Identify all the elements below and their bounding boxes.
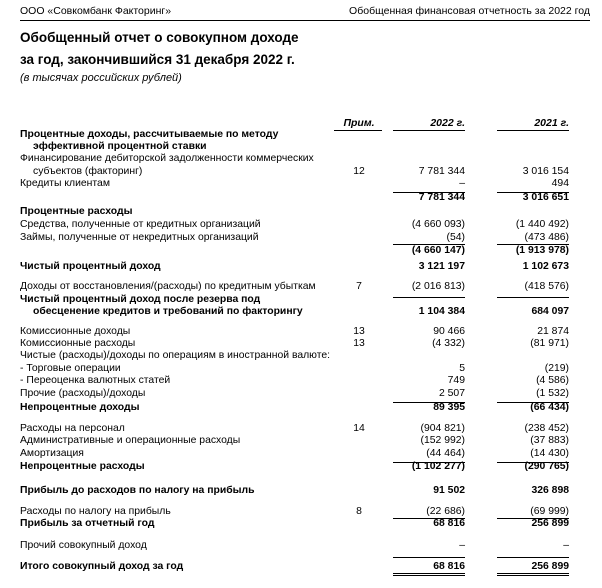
row-label: Процентные доходы, рассчитываемые по методу xyxy=(20,129,279,140)
row-value-2021: 3 016 651 xyxy=(522,192,569,203)
total-rule xyxy=(393,557,465,558)
row-value-2022: (44 464) xyxy=(426,448,465,459)
subtotal-rule xyxy=(497,462,569,463)
row-label: Процентные расходы xyxy=(20,206,133,217)
row-value-2021: – xyxy=(563,540,569,551)
subtotal-rule xyxy=(497,297,569,298)
row-value-2022: 3 121 197 xyxy=(418,261,465,272)
grand-total-double-rule xyxy=(393,573,465,576)
column-header-rule-note xyxy=(334,130,382,131)
column-header-2022: 2022 г. xyxy=(430,117,465,129)
row-label: Расходы на персонал xyxy=(20,423,125,434)
row-value-2022: 68 816 xyxy=(433,518,465,529)
row-value-2021: (37 883) xyxy=(530,435,569,446)
row-label: Расходы по налогу на прибыль xyxy=(20,506,171,517)
statement-title-line2: за год, закончившийся 31 декабря 2022 г. xyxy=(20,52,295,67)
row-label: Чистый процентный доход xyxy=(20,261,161,272)
row-value-2021: 3 016 154 xyxy=(522,166,569,177)
row-value-2021: (418 576) xyxy=(524,281,569,292)
row-label: субъектов (факторинг) xyxy=(33,166,143,177)
row-value-2022: (2 016 813) xyxy=(411,281,465,292)
subtotal-rule xyxy=(497,518,569,519)
row-value-2021: (238 452) xyxy=(524,423,569,434)
row-label: Непроцентные доходы xyxy=(20,402,140,413)
row-value-2021: 326 898 xyxy=(531,485,569,496)
row-label: Чистые (расходы)/доходы по операциям в иностранной валюте: xyxy=(20,350,331,361)
row-value-2022: (22 686) xyxy=(426,506,465,517)
column-header-2021: 2021 г. xyxy=(534,117,569,129)
row-value-2021: (81 971) xyxy=(530,338,569,349)
total-rule xyxy=(497,557,569,558)
row-value-2021: (1 440 492) xyxy=(515,219,569,230)
row-note: 12 xyxy=(353,166,365,177)
row-value-2021: (66 434) xyxy=(530,402,569,413)
row-value-2022: – xyxy=(459,540,465,551)
row-note: 7 xyxy=(356,281,362,292)
statement-title-line1: Обобщенный отчет о совокупном доходе xyxy=(20,30,299,45)
grand-total-double-rule xyxy=(497,573,569,576)
row-value-2022: 68 816 xyxy=(433,561,465,572)
row-label: Административные и операционные расходы xyxy=(20,435,241,446)
row-note: 13 xyxy=(353,326,365,337)
row-value-2022: 2 507 xyxy=(438,388,465,399)
row-value-2021: 256 899 xyxy=(531,561,569,572)
row-note: 13 xyxy=(353,338,365,349)
subtotal-rule xyxy=(393,402,465,403)
subtotal-rule xyxy=(393,518,465,519)
row-label: Прочий совокупный доход xyxy=(20,540,147,551)
row-value-2022: – xyxy=(459,178,465,189)
subtotal-rule xyxy=(393,192,465,193)
row-label: эффективной процентной ставки xyxy=(33,141,207,152)
column-header-rule-2022 xyxy=(393,130,465,131)
row-value-2021: 21 874 xyxy=(537,326,569,337)
column-header-rule-2021 xyxy=(497,130,569,131)
subtotal-rule xyxy=(497,192,569,193)
row-value-2022: 1 104 384 xyxy=(418,306,465,317)
company-name: ООО «Совкомбанк Факторинг» xyxy=(20,5,172,17)
row-label: Итого совокупный доход за год xyxy=(20,561,184,572)
row-value-2021: (219) xyxy=(544,363,569,374)
row-value-2022: (54) xyxy=(446,232,465,243)
header-divider xyxy=(20,20,590,21)
row-label: - Торговые операции xyxy=(20,363,121,374)
row-value-2022: (904 821) xyxy=(420,423,465,434)
row-label: обесценение кредитов и требований по факторингу xyxy=(33,306,303,317)
row-value-2021: 684 097 xyxy=(531,306,569,317)
row-value-2021: (1 532) xyxy=(536,388,569,399)
row-value-2022: 89 395 xyxy=(433,402,465,413)
row-value-2021: 256 899 xyxy=(531,518,569,529)
subtotal-rule xyxy=(393,297,465,298)
row-label: Комиссионные доходы xyxy=(20,326,131,337)
subtotal-rule xyxy=(393,244,465,245)
row-value-2021: (473 486) xyxy=(524,232,569,243)
row-value-2022: (4 332) xyxy=(432,338,465,349)
row-note: 14 xyxy=(353,423,365,434)
row-value-2021: (69 999) xyxy=(530,506,569,517)
row-label: Займы, полученные от некредитных организаций xyxy=(20,232,259,243)
row-value-2022: 5 xyxy=(459,363,465,374)
row-label: Прибыль до расходов по налогу на прибыль xyxy=(20,485,255,496)
row-value-2022: (4 660 093) xyxy=(411,219,465,230)
row-label: Доходы от восстановления/(расходы) по кредитным убыткам xyxy=(20,281,316,292)
row-value-2021: (1 913 978) xyxy=(515,245,569,256)
row-label: - Переоценка валютных статей xyxy=(20,375,171,386)
row-label: Комиссионные расходы xyxy=(20,338,136,349)
row-value-2021: (4 586) xyxy=(536,375,569,386)
row-value-2022: 7 781 344 xyxy=(418,192,465,203)
row-label: Финансирование дебиторской задолженности коммерческих xyxy=(20,153,314,164)
row-note: 8 xyxy=(356,506,362,517)
row-label: Средства, полученные от кредитных организаций xyxy=(20,219,261,230)
row-value-2022: (1 102 277) xyxy=(411,461,465,472)
subtotal-rule xyxy=(393,462,465,463)
row-value-2022: 90 466 xyxy=(433,326,465,337)
units-note: (в тысячах российских рублей) xyxy=(20,72,182,84)
subtotal-rule xyxy=(497,244,569,245)
row-label: Прочие (расходы)/доходы xyxy=(20,388,146,399)
row-label: Кредиты клиентам xyxy=(20,178,110,189)
report-name: Обобщенная финансовая отчетность за 2022 год xyxy=(349,5,590,17)
row-value-2021: 494 xyxy=(551,178,569,189)
row-value-2022: (152 992) xyxy=(420,435,465,446)
row-value-2021: (290 765) xyxy=(524,461,569,472)
row-value-2021: 1 102 673 xyxy=(522,261,569,272)
row-label: Амортизация xyxy=(20,448,84,459)
row-label: Чистый процентный доход после резерва под xyxy=(20,294,261,305)
column-header-note: Прим. xyxy=(343,117,375,129)
row-label: Непроцентные расходы xyxy=(20,461,145,472)
row-label: Прибыль за отчетный год xyxy=(20,518,155,529)
row-value-2022: 749 xyxy=(447,375,465,386)
row-value-2022: (4 660 147) xyxy=(411,245,465,256)
row-value-2021: (14 430) xyxy=(530,448,569,459)
subtotal-rule xyxy=(497,402,569,403)
row-value-2022: 7 781 344 xyxy=(418,166,465,177)
row-value-2022: 91 502 xyxy=(433,485,465,496)
